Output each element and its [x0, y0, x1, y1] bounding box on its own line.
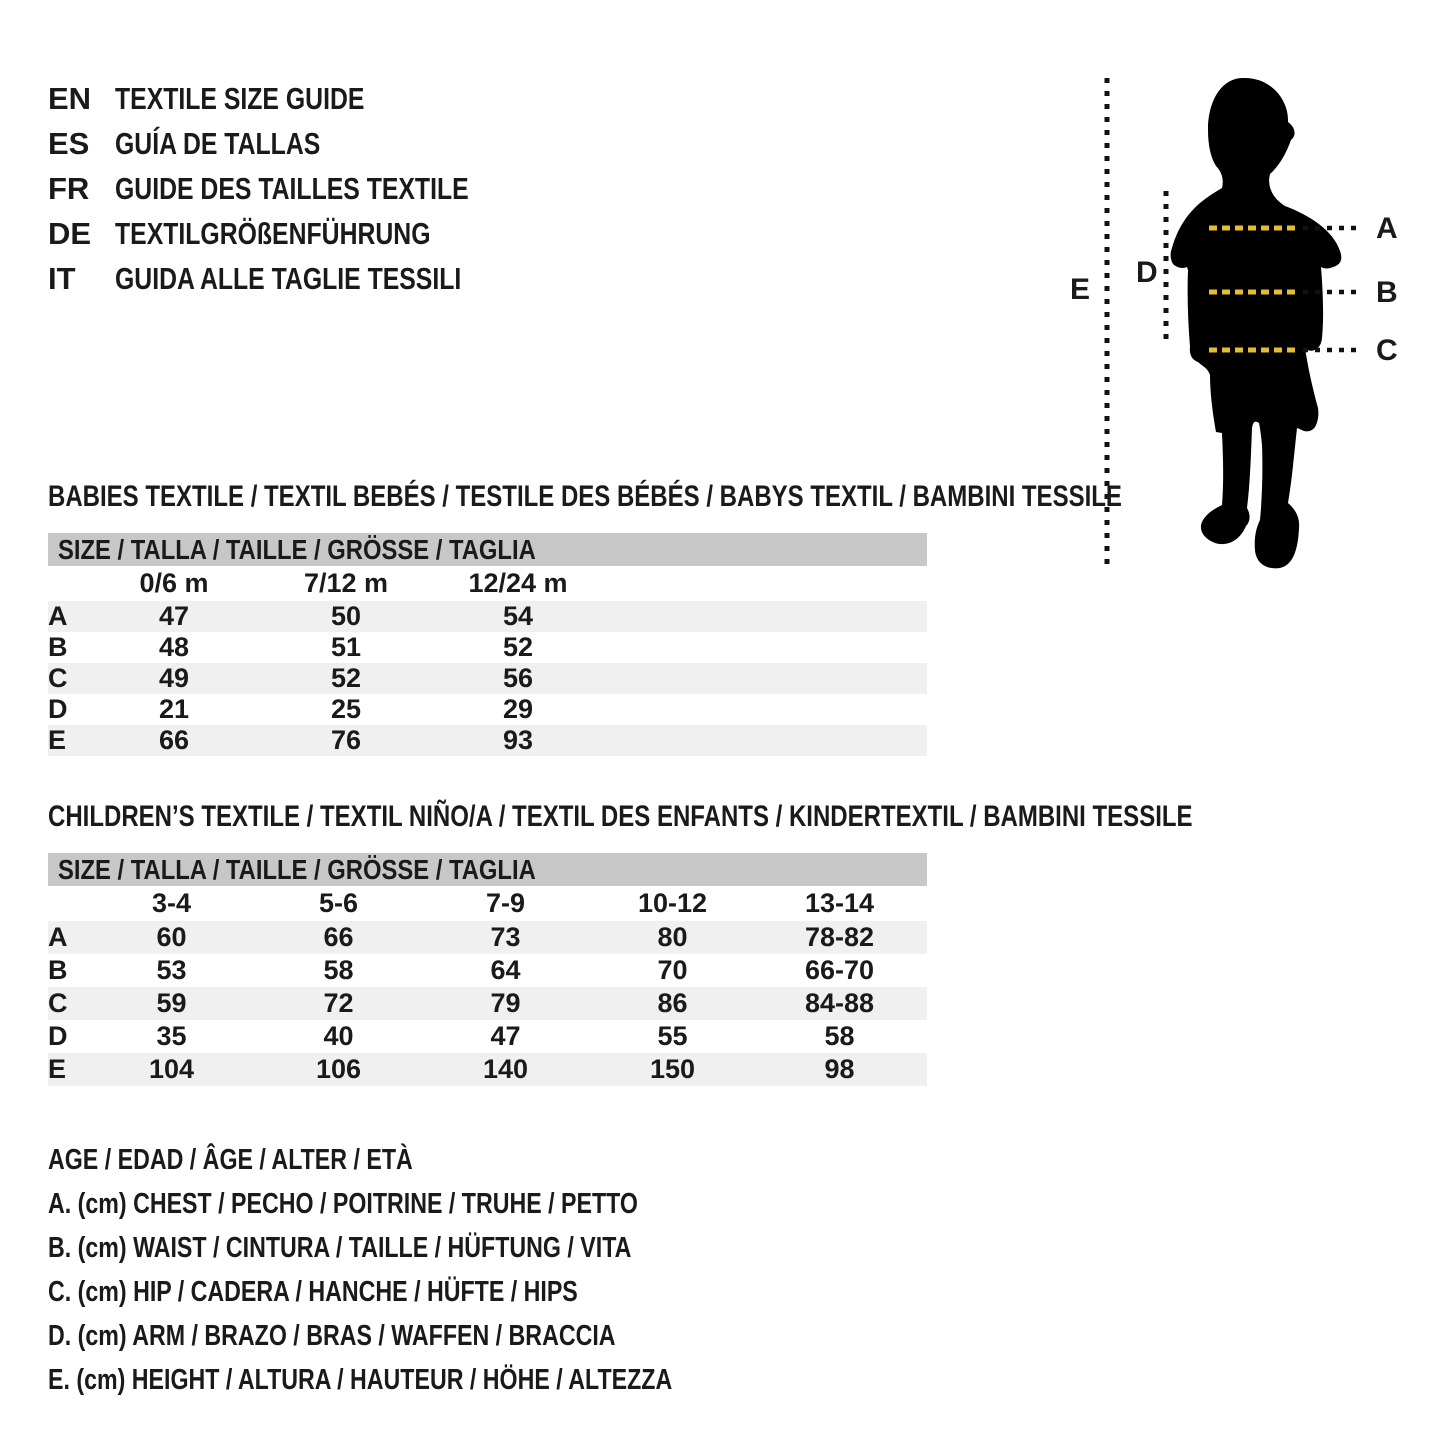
language-header: [48, 76, 557, 301]
children-column-header-row: [48, 886, 927, 921]
table-cell: 150: [649, 1054, 696, 1084]
babies-size-header-label: SIZE / TALLA / TAILLE / GRÖSSE / TAGLIA: [58, 533, 536, 565]
measure-label-d: D: [1136, 256, 1158, 289]
table-cell: 59: [156, 988, 187, 1018]
children-row-d: [48, 1020, 927, 1053]
column-header: 7-9: [485, 888, 526, 918]
table-cell: 66: [158, 725, 190, 755]
table-cell: 56: [502, 663, 534, 693]
row-label: B: [48, 632, 68, 662]
table-cell: 40: [323, 1021, 354, 1051]
legend-chest-line: A. (cm) CHEST / PECHO / POITRINE / TRUHE / PETTO: [48, 1188, 638, 1220]
table-cell: 66-70: [804, 955, 875, 985]
empty-cell: [48, 566, 88, 601]
children-section-title: CHILDREN’S TEXTILE / TEXTIL NIÑO/A / TEXTIL DES ENFANTS / KINDERTEXTIL / BAMBINI TESSILE: [48, 800, 1193, 833]
guide-title-es: GUÍA DE TALLAS: [115, 125, 321, 161]
table-cell: 49: [158, 663, 190, 693]
row-label: E: [48, 1054, 67, 1084]
measure-label-e: E: [1070, 273, 1091, 306]
table-cell: 86: [657, 988, 688, 1018]
table-cell: 72: [323, 988, 354, 1018]
lang-row-fr: [48, 166, 557, 211]
table-cell: 84-88: [804, 988, 875, 1018]
babies-row-b: [48, 632, 927, 663]
legend-height-line: E. (cm) HEIGHT / ALTURA / HAUTEUR / HÖHE / ALTEZZA: [48, 1364, 673, 1396]
table-cell: 54: [502, 601, 534, 631]
column-header: 13-14: [804, 888, 875, 918]
table-cell: 50: [330, 601, 362, 631]
table-cell: 66: [323, 922, 354, 952]
lang-code: DE: [48, 215, 92, 251]
legend-waist-line: B. (cm) WAIST / CINTURA / TAILLE / HÜFTUNG / VITA: [48, 1232, 632, 1264]
table-cell: 73: [490, 922, 521, 952]
table-cell: 79: [490, 988, 521, 1018]
table-cell: 48: [158, 632, 190, 662]
table-cell: 106: [315, 1054, 362, 1084]
column-header: 5-6: [318, 888, 359, 918]
table-cell: 53: [156, 955, 187, 985]
babies-row-e: [48, 725, 927, 756]
row-label: A: [48, 601, 68, 631]
table-cell: 52: [502, 632, 534, 662]
lang-row-es: [48, 121, 557, 166]
column-header: 3-4: [151, 888, 192, 918]
babies-size-table: [48, 566, 927, 756]
column-header: 0/6 m: [139, 568, 209, 598]
children-row-e: [48, 1053, 927, 1086]
children-size-table: [48, 886, 927, 1086]
table-cell: 80: [657, 922, 688, 952]
table-cell: 35: [156, 1021, 187, 1051]
table-cell: 58: [824, 1021, 855, 1051]
lang-code: IT: [48, 260, 76, 296]
column-header: 7/12 m: [303, 568, 389, 598]
table-cell: 93: [502, 725, 534, 755]
row-label: C: [48, 988, 68, 1018]
babies-section-title: BABIES TEXTILE / TEXTIL BEBÉS / TESTILE DES BÉBÉS / BABYS TEXTIL / BAMBINI TESSILE: [48, 480, 1122, 513]
guide-title-it: GUIDA ALLE TAGLIE TESSILI: [115, 260, 462, 296]
legend-hip-line: C. (cm) HIP / CADERA / HANCHE / HÜFTE / HIPS: [48, 1276, 578, 1308]
table-cell: 25: [330, 694, 362, 724]
table-cell: 47: [490, 1021, 521, 1051]
table-cell: 21: [158, 694, 190, 724]
lang-code: EN: [48, 80, 92, 116]
table-cell: 98: [824, 1054, 855, 1084]
babies-size-header-bar: [48, 533, 927, 566]
table-cell: 51: [330, 632, 362, 662]
table-cell: 58: [323, 955, 354, 985]
legend-age-line: AGE / EDAD / ÂGE / ALTER / ETÀ: [48, 1144, 413, 1176]
children-row-b: [48, 954, 927, 987]
row-label: D: [48, 1021, 68, 1051]
row-label: D: [48, 694, 68, 724]
guide-title-fr: GUIDE DES TAILLES TEXTILE: [115, 170, 469, 206]
lang-row-it: [48, 256, 557, 301]
babies-row-c: [48, 663, 927, 694]
measure-label-a: A: [1376, 212, 1398, 245]
lang-code: ES: [48, 125, 90, 161]
row-label: C: [48, 663, 68, 693]
children-row-a: [48, 921, 927, 954]
table-cell: 76: [330, 725, 362, 755]
table-cell: 140: [482, 1054, 529, 1084]
measure-label-c: C: [1376, 334, 1398, 367]
table-cell: 64: [490, 955, 521, 985]
table-cell: 29: [502, 694, 534, 724]
table-cell: 78-82: [804, 922, 875, 952]
guide-title-de: TEXTILGRÖßENFÜHRUNG: [115, 215, 431, 251]
column-header: 12/24 m: [468, 568, 568, 598]
measurement-legend: [48, 1138, 828, 1402]
column-header: 10-12: [637, 888, 708, 918]
babies-row-d: [48, 694, 927, 725]
row-label: E: [48, 725, 67, 755]
table-cell: 60: [156, 922, 187, 952]
empty-cell: [48, 886, 88, 921]
guide-title-en: TEXTILE SIZE GUIDE: [115, 80, 365, 116]
row-label: A: [48, 922, 68, 952]
children-row-c: [48, 987, 927, 1020]
children-size-header-bar: [48, 853, 927, 886]
lang-code: FR: [48, 170, 90, 206]
row-label: B: [48, 955, 68, 985]
measure-label-b: B: [1376, 276, 1398, 309]
babies-row-a: [48, 601, 927, 632]
lang-row-en: [48, 76, 557, 121]
table-cell: 70: [657, 955, 688, 985]
legend-arm-line: D. (cm) ARM / BRAZO / BRAS / WAFFEN / BRACCIA: [48, 1320, 616, 1352]
table-cell: 47: [158, 601, 190, 631]
table-cell: 52: [330, 663, 362, 693]
babies-column-header-row: [48, 566, 927, 601]
children-size-header-label: SIZE / TALLA / TAILLE / GRÖSSE / TAGLIA: [58, 853, 536, 885]
lang-row-de: [48, 211, 557, 256]
table-cell: 104: [148, 1054, 195, 1084]
table-cell: 55: [657, 1021, 688, 1051]
